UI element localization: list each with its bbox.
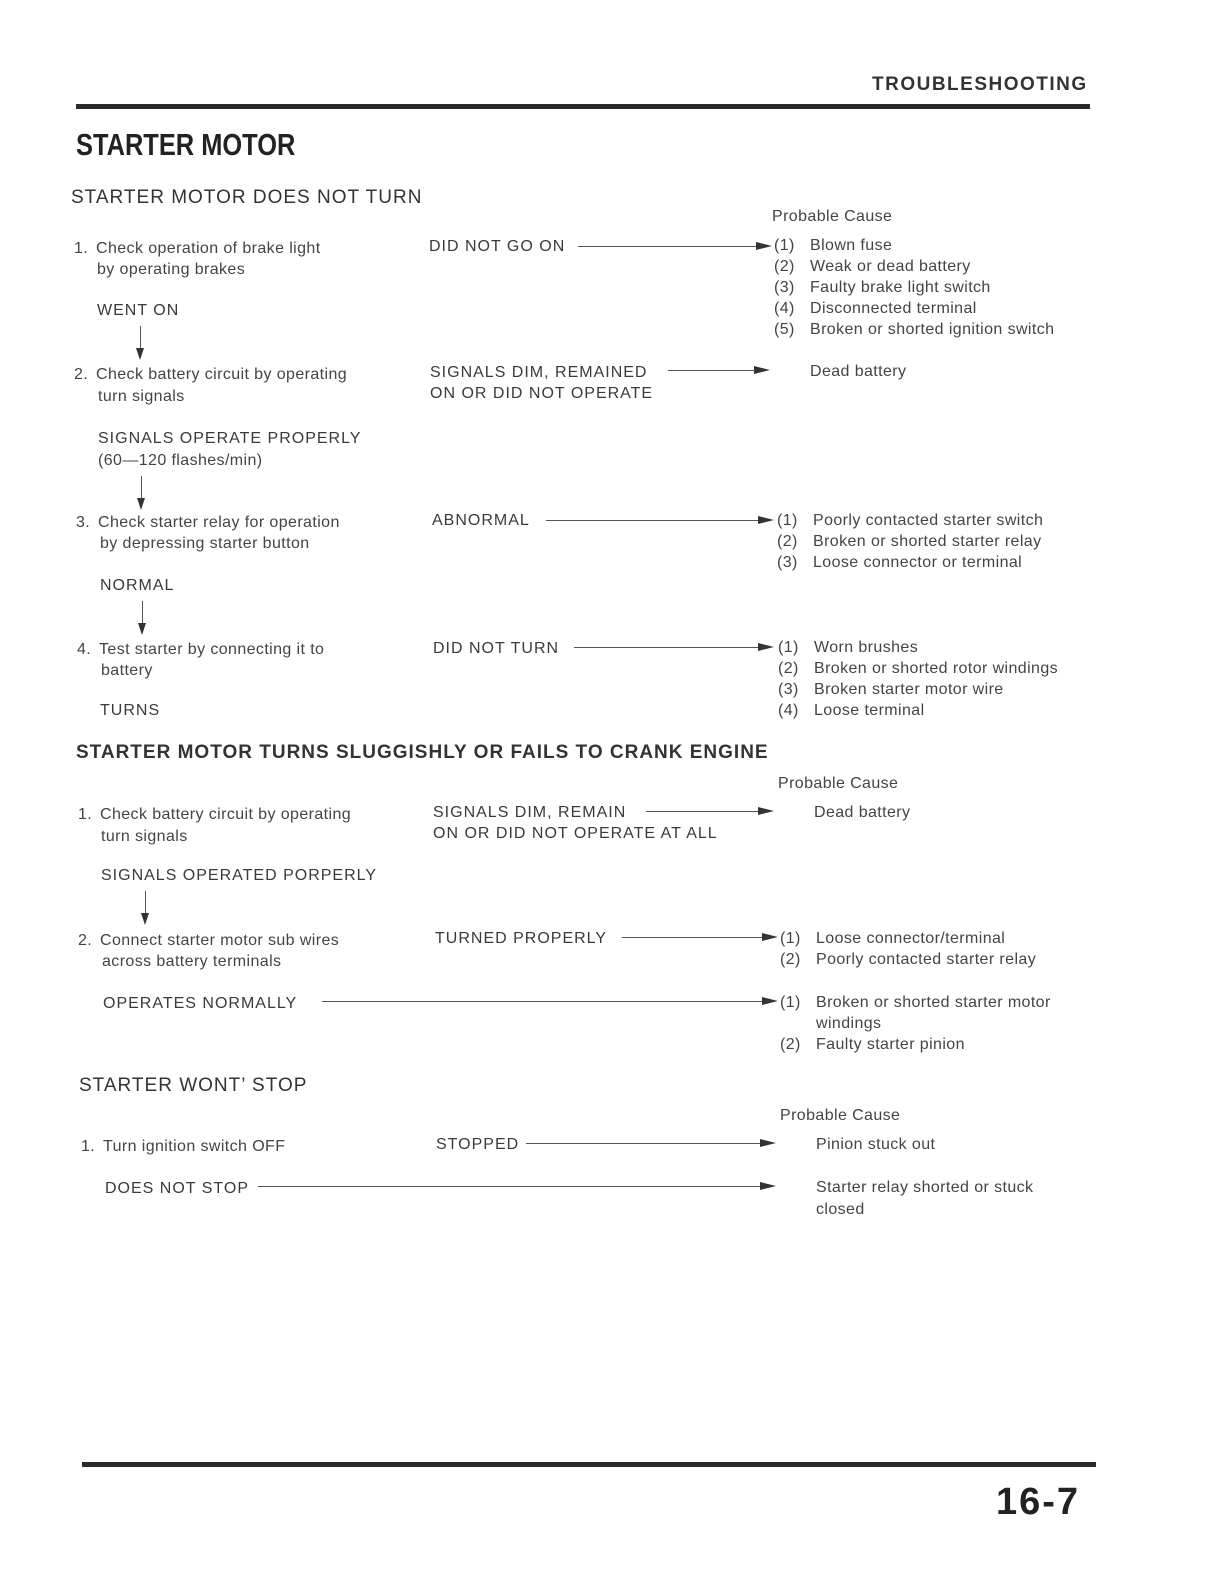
- cause-item: (4) Disconnected terminal: [774, 300, 977, 317]
- section3-probable-cause-label: Probable Cause: [780, 1107, 901, 1124]
- s1-flow-line-2: [141, 476, 142, 500]
- s3-step1-arrow-line: [526, 1143, 762, 1144]
- s1-step2-line2: turn signals: [98, 388, 185, 405]
- cause-item: (4) Loose terminal: [778, 702, 925, 719]
- footer-rule: [82, 1462, 1096, 1467]
- section2-probable-cause-label: Probable Cause: [778, 775, 899, 792]
- s1-step4-line2: battery: [101, 662, 153, 679]
- s1-step3-result-ok: NORMAL: [100, 577, 175, 594]
- cause-item: (3) Loose connector or terminal: [777, 554, 1023, 571]
- s1-flow-line-3: [142, 601, 143, 625]
- s1-step1-num: 1.: [74, 240, 89, 257]
- s1-step2-fault-line1: SIGNALS DIM, REMAINED: [430, 364, 648, 381]
- s1-flow-arrow-2: [137, 498, 145, 510]
- s1-step2-cause: Dead battery: [810, 363, 907, 380]
- section2-heading: STARTER MOTOR TURNS SLUGGISHLY OR FAILS TO CRANK ENGINE: [76, 742, 769, 763]
- s3-ok-cause-line1: Starter relay shorted or stuck: [816, 1179, 1034, 1196]
- cause-item: (2) Faulty starter pinion: [780, 1036, 965, 1053]
- s2-flow-line-1: [145, 891, 146, 915]
- s2-step2-text: 2. Connect starter motor sub wires: [78, 932, 340, 949]
- s1-step3-fault: ABNORMAL: [432, 512, 530, 529]
- s2-step2-result-ok: OPERATES NORMALLY: [103, 995, 298, 1012]
- s2-step2-fault: TURNED PROPERLY: [435, 930, 608, 947]
- s1-step2-arrow-head: [754, 366, 770, 374]
- s1-step4-result-ok: TURNS: [100, 702, 161, 719]
- cause-item: (2) Broken or shorted starter relay: [777, 533, 1042, 550]
- s1-step4-arrow-head: [758, 643, 774, 651]
- s1-step4-causes: [778, 637, 1058, 721]
- s1-step1-arrow-head: [756, 242, 772, 250]
- cause-item: (3) Faulty brake light switch: [774, 279, 991, 296]
- s3-step1-text: 1. Turn ignition switch OFF: [81, 1138, 286, 1155]
- s1-step3-arrow-line: [546, 520, 760, 521]
- s1-step2-text: 2. Check battery circuit by operating: [74, 366, 348, 383]
- s1-step2-arrow-line: [668, 370, 756, 371]
- s2-step1-text: 1. Check battery circuit by operating: [78, 806, 352, 823]
- s2-step1-arrow-line: [646, 811, 760, 812]
- cause-item: (1) Broken or shorted starter motor: [780, 994, 1051, 1011]
- s1-step3-line2: by depressing starter button: [100, 535, 310, 552]
- cause-item: windings: [816, 1015, 882, 1032]
- header-section-label: TROUBLESHOOTING: [872, 74, 1088, 95]
- s1-step2-result-ok2: (60—120 flashes/min): [98, 452, 263, 469]
- s1-flow-line-1: [140, 326, 141, 350]
- s1-step3-arrow-head: [758, 516, 774, 524]
- s3-step1-cause: Pinion stuck out: [816, 1136, 936, 1153]
- s2-step2-line2: across battery terminals: [102, 953, 282, 970]
- s2-flow-arrow-1: [141, 913, 149, 925]
- header-rule: [76, 104, 1090, 109]
- s1-step4-arrow-line: [574, 647, 760, 648]
- s2-step2-causes: [780, 928, 1036, 970]
- s2-ok-arrow-head: [762, 997, 778, 1005]
- s3-ok-arrow-head: [760, 1182, 776, 1190]
- page-number: 16-7: [996, 1481, 1081, 1523]
- s2-step1-cause: Dead battery: [814, 804, 911, 821]
- s1-step2-result-ok: SIGNALS OPERATE PROPERLY: [98, 430, 362, 447]
- s1-step2-fault-line2: ON OR DID NOT OPERATE: [430, 385, 654, 402]
- s1-step1-causes: [774, 235, 1054, 340]
- page-title: STARTER MOTOR: [76, 127, 296, 162]
- cause-item: (1) Blown fuse: [774, 237, 893, 254]
- section3-heading: STARTER WONT’ STOP: [79, 1075, 308, 1096]
- section1-probable-cause-label: Probable Cause: [772, 208, 893, 225]
- s2-step2-arrow-head: [762, 933, 778, 941]
- s1-step1-line1: Check operation of brake light: [96, 240, 321, 257]
- s2-step1-fault-line1: SIGNALS DIM, REMAIN: [433, 804, 627, 821]
- s2-step1-fault-line2: ON OR DID NOT OPERATE AT ALL: [433, 825, 718, 842]
- s3-step1-fault: STOPPED: [436, 1136, 520, 1153]
- s1-step1-fault: DID NOT GO ON: [429, 238, 566, 255]
- cause-item: (2) Weak or dead battery: [774, 258, 971, 275]
- s2-ok-causes: [780, 992, 1051, 1055]
- s1-step3-causes: [777, 510, 1043, 573]
- cause-item: (2) Broken or shorted rotor windings: [778, 660, 1059, 677]
- s1-step1-line2: by operating brakes: [97, 261, 246, 278]
- s2-step1-line2: turn signals: [101, 828, 188, 845]
- cause-item: (1) Worn brushes: [778, 639, 919, 656]
- s3-step1-result-ok: DOES NOT STOP: [105, 1180, 249, 1197]
- s1-step4-fault: DID NOT TURN: [433, 640, 560, 657]
- cause-item: (1) Poorly contacted starter switch: [777, 512, 1044, 529]
- s1-step1-result-ok: WENT ON: [97, 302, 180, 319]
- s1-step3-text: 3. Check starter relay for operation: [76, 514, 340, 531]
- s3-ok-cause-line2: closed: [816, 1201, 865, 1218]
- cause-item: (1) Loose connector/terminal: [780, 930, 1006, 947]
- s3-step1-arrow-head: [760, 1139, 776, 1147]
- s2-ok-arrow-line: [322, 1001, 764, 1002]
- s2-step2-arrow-line: [622, 937, 764, 938]
- cause-item: (2) Poorly contacted starter relay: [780, 951, 1037, 968]
- s2-step1-arrow-head: [758, 807, 774, 815]
- s1-step4-text: 4. Test starter by connecting it to: [77, 641, 325, 658]
- section1-heading: STARTER MOTOR DOES NOT TURN: [71, 187, 423, 208]
- s3-ok-arrow-line: [258, 1186, 762, 1187]
- s2-step1-result-ok: SIGNALS OPERATED PORPERLY: [101, 867, 378, 884]
- s1-step1-arrow-line: [578, 246, 758, 247]
- cause-item: (5) Broken or shorted ignition switch: [774, 321, 1055, 338]
- cause-item: (3) Broken starter motor wire: [778, 681, 1004, 698]
- s1-flow-arrow-3: [138, 623, 146, 635]
- s1-step1-text: [74, 238, 321, 259]
- s1-flow-arrow-1: [136, 348, 144, 360]
